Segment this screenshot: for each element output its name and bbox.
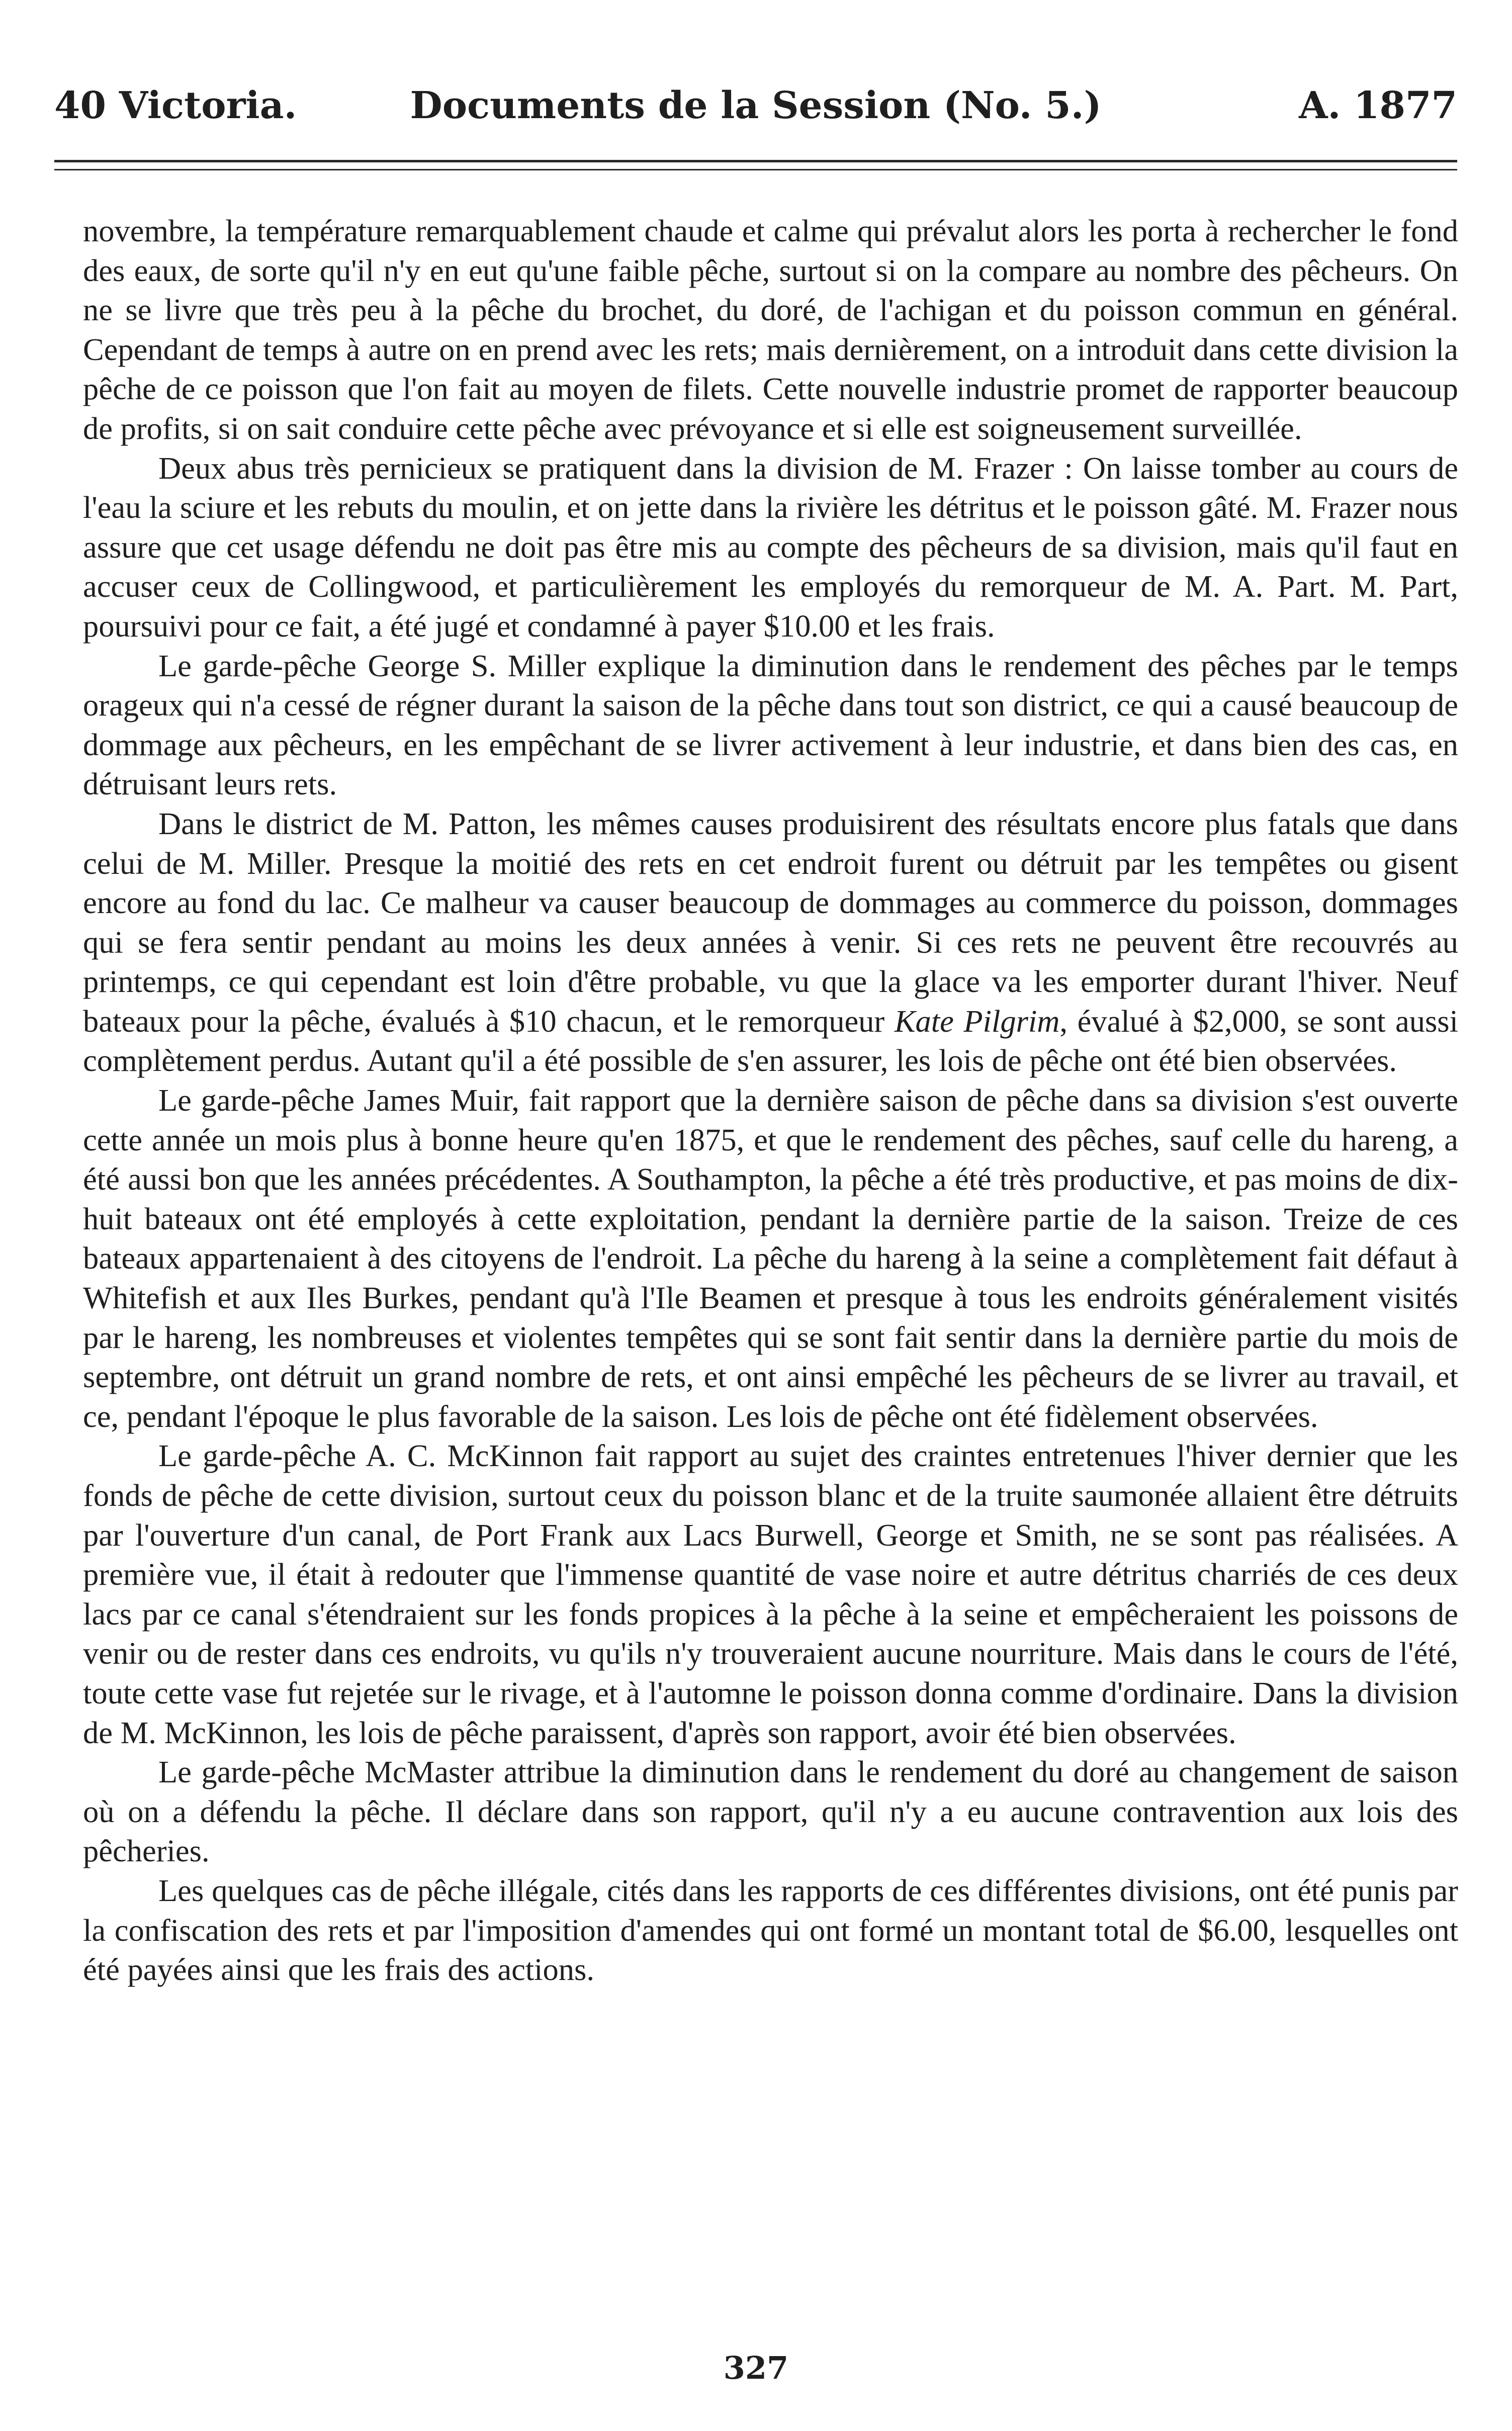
header-title: Documents de la Session (No. 5.) (410, 84, 1102, 127)
paragraph: Le garde-pêche McMaster attribue la diminution dans le rendement du doré au changement de saison où on a défendu la pêche. Il déclare dans son rapport, qu'il n'y a eu aucune contravention aux lois des pêcheries. (83, 1754, 1458, 1869)
header-volume: 40 Victoria. (54, 84, 297, 127)
paragraph: Le garde-pêche George S. Miller explique la diminution dans le rendement des pêches par le temps orageux qui n'a cessé de régner durant la saison de la pêche dans tout son district, ce qui a causé beaucoup de dommage aux pêcheurs, en les empêchant de se livrer activement à leur industrie, et dans bien des cas, en détruisant leurs rets. (83, 648, 1458, 802)
paragraph: Le garde-pêche A. C. McKinnon fait rapport au sujet des craintes entretenues l'hiver dernier que les fonds de pêche de cette division, surtout ceux du poisson blanc et de la truite saumonée allaient être détruits par l'ouverture d'un canal, de Port Frank aux Lacs Burwell, George et Smith, ne se sont pas réalisées. A première vue, il était à redouter que l'immense quantité de vase noire et autre détritus charriés de ces deux lacs par ce canal s'étendraient sur les fonds propices à la pêche à la seine et empêcheraient les poissons de venir ou de rester dans ces endroits, vu qu'ils n'y trouveraient aucune nourriture. Mais dans le cours de l'été, toute cette vase fut rejetée sur le rivage, et à l'automne le poisson donna comme d'ordinaire. Dans la division de M. McKinnon, les lois de pêche paraissent, d'après son rapport, avoir été bien observées. (83, 1438, 1458, 1750)
body-text (83, 211, 1458, 1990)
paragraph-text: , évalué à $2,000, se sont aussi complètement perdus. Autant qu'il a été possible de s'en assurer, les lois de pêche ont été bien observées. (83, 1003, 1458, 1078)
paragraph: novembre, la température remarquablement chaude et calme qui prévalut alors les porta à rechercher le fond des eaux, de sorte qu'il n'y en eut qu'une faible pêche, surtout si on la compare au nombre des pêcheurs. On ne se livre que très peu à la pêche du brochet, du doré, de l'achigan et du poisson commun en général. Cependant de temps à autre on en prend avec les rets; mais dernièrement, on a introduit dans cette division la pêche de ce poisson que l'on fait au moyen de filets. Cette nouvelle industrie promet de rapporter beaucoup de profits, si on sait conduire cette pêche avec prévoyance et si elle est soigneusement surveillée. (83, 213, 1458, 446)
paragraph (83, 804, 1458, 1081)
ship-name: Kate Pilgrim (894, 1003, 1060, 1039)
header-rule-thick (54, 160, 1457, 162)
paragraph: Deux abus très pernicieux se pratiquent dans la division de M. Frazer : On laisse tomber au cours de l'eau la sciure et les rebuts du moulin, et on jette dans la rivière les détritus et le poisson gâté. M. Frazer nous assure que cet usage défendu ne doit pas être mis au compte des pêcheurs de sa division, mais qu'il faut en accuser ceux de Collingwood, et particulièrement les employés du remorqueur de M. A. Part. M. Part, poursuivi pour ce fait, a été jugé et condamné à payer $10.00 et les frais. (83, 450, 1458, 644)
page-header (54, 75, 1457, 136)
paragraph: Les quelques cas de pêche illégale, cités dans les rapports de ces différentes divisions, ont été punis par la confiscation des rets et par l'imposition d'amendes qui ont formé un montant total de $6.00, lesquelles ont été payées ainsi que les frais des actions. (83, 1872, 1458, 1988)
paragraph-text: Dans le district de M. Patton, les mêmes causes produisirent des résultats encore plus fatals que dans celui de M. Miller. Presque la moitié des rets en cet endroit furent ou détruit par les tempêtes ou gisent encore au fond du lac. Ce malheur va causer beaucoup de dommages au commerce du poisson, dommages qui se fera sentir pendant au moins les deux années à venir. Si ces rets ne peuvent être recouvrés au printemps, ce qui cependant est loin d'être probable, vu que la glace va les emporter durant l'hiver. Neuf bateaux pour la pêche, évalués à $10 chacun, et le remorqueur (83, 805, 1458, 1039)
header-year: A. 1877 (1299, 84, 1457, 127)
paragraph: Le garde-pêche James Muir, fait rapport que la dernière saison de pêche dans sa division s'est ouverte cette année un mois plus à bonne heure qu'en 1875, et que le rendement des pêches, sauf celle du hareng, a été aussi bon que les années précédentes. A Southampton, la pêche a été très productive, et pas moins de dix-huit bateaux ont été employés à cette exploitation, pendant la dernière partie de la saison. Treize de ces bateaux appartenaient à des citoyens de l'endroit. La pêche du hareng à la seine a complètement fait défaut à Whitefish et aux Iles Burkes, pendant qu'à l'Ile Beamen et presque à tous les endroits généralement visités par le hareng, les nombreuses et violentes tempêtes qui se sont fait sentir dans la dernière partie du mois de septembre, ont détruit un grand nombre de rets, et ont ainsi empêché les pêcheurs de se livrer au travail, et ce, pendant l'époque le plus favorable de la saison. Les lois de pêche ont été fidèlement observées. (83, 1083, 1458, 1434)
header-rule-thin (54, 169, 1457, 170)
page-number: 327 (723, 2350, 789, 2386)
